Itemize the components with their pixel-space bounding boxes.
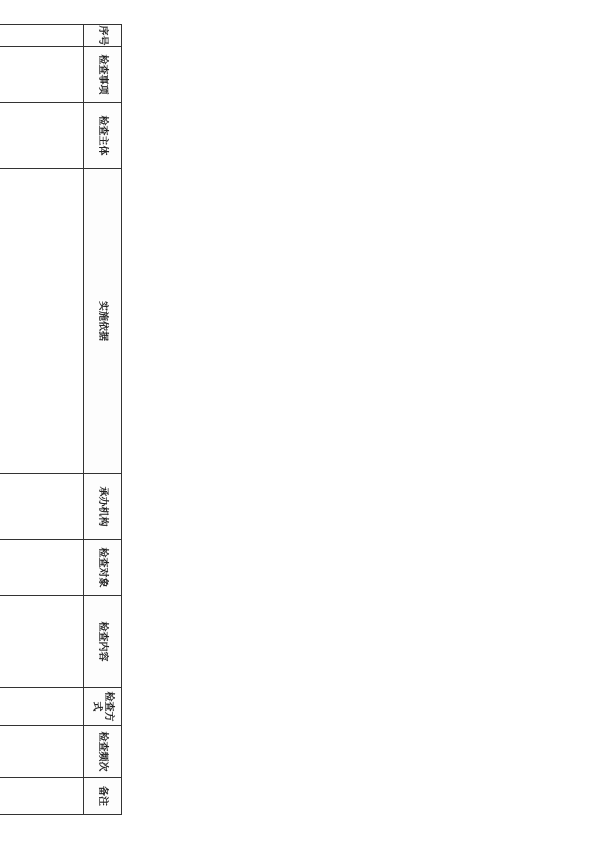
inspection-table	[0, 24, 122, 815]
header-method: 检查方式	[84, 688, 122, 726]
cell-subject	[0, 103, 84, 169]
header-subject: 检查主体	[84, 103, 122, 169]
header-seq: 序号	[84, 25, 122, 47]
cell-seq	[0, 25, 84, 47]
cell-object	[0, 540, 84, 596]
header-dept: 承办机构	[84, 474, 122, 540]
cell-dept	[0, 474, 84, 540]
cell-item	[0, 47, 84, 103]
header-basis: 实施依据	[84, 169, 122, 474]
rotated-table-container	[0, 24, 122, 814]
header-object: 检查对象	[84, 540, 122, 596]
header-frequency: 检查频次	[84, 726, 122, 778]
table-header-row	[84, 25, 122, 815]
table-row	[0, 25, 84, 815]
cell-frequency	[0, 726, 84, 778]
header-item: 检查事项	[84, 47, 122, 103]
cell-content	[0, 596, 84, 688]
cell-remark	[0, 778, 84, 815]
cell-basis	[0, 169, 84, 474]
header-remark: 备注	[84, 778, 122, 815]
header-content: 检查内容	[84, 596, 122, 688]
cell-method	[0, 688, 84, 726]
